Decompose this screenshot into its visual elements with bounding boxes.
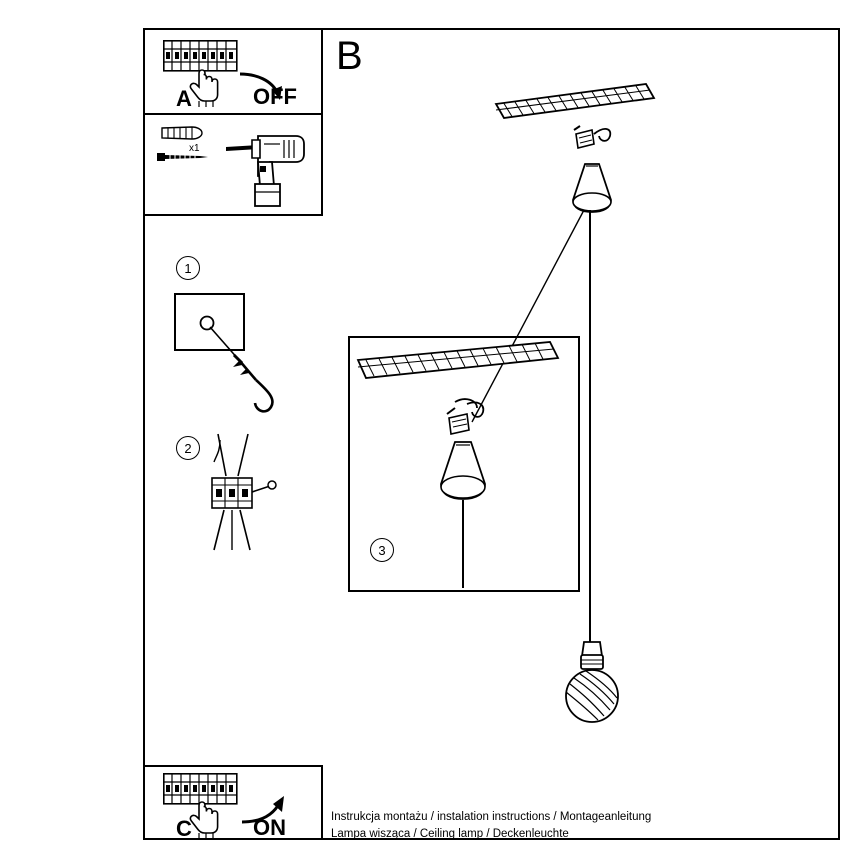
ceiling-hook-assembly-icon (176, 295, 316, 425)
step-number-1: 1 (176, 256, 200, 280)
quantity-label: x1 (189, 143, 200, 154)
light-bulb-icon (556, 666, 628, 728)
caption-line-1: Instrukcja montażu / instalation instructions / Montageanleitung (331, 811, 652, 823)
power-drill-icon (224, 118, 306, 210)
electrical-wires-icon (196, 432, 282, 552)
panel-a-right-divider (321, 28, 323, 115)
ceiling-hook-icon (570, 120, 616, 160)
power-on-label: ON (253, 815, 286, 840)
step-label-c: C (176, 816, 192, 841)
screw-icon (156, 150, 212, 164)
step-number-2: 2 (176, 436, 200, 460)
hatched-ceiling-icon-detail (354, 340, 562, 402)
footer-caption (331, 809, 651, 842)
power-off-label: OFF (253, 84, 297, 109)
panel-c-right-divider (321, 765, 323, 840)
section-b-title: B (336, 34, 363, 78)
step-number-3: 3 (370, 538, 394, 562)
panel-c-top-divider (143, 765, 323, 767)
panel-a-bottom-divider (143, 113, 323, 115)
step-label-a: A (176, 86, 192, 111)
lamp-canopy-icon-detail (434, 440, 492, 504)
frame-right-border (838, 28, 840, 840)
ceiling-hook-icon-detail (441, 398, 497, 446)
lamp-cord-detail (462, 500, 464, 588)
lamp-cord (589, 210, 591, 646)
frame-left-border (143, 28, 145, 840)
caption-line-2: Lampa wisząca / Ceiling lamp / Deckenleuchte (331, 827, 569, 840)
panel-drill-bottom-divider (143, 214, 323, 216)
frame-top-border (143, 28, 840, 30)
wall-dowel-icon (160, 124, 204, 142)
panel-drill-right-divider (321, 113, 323, 216)
